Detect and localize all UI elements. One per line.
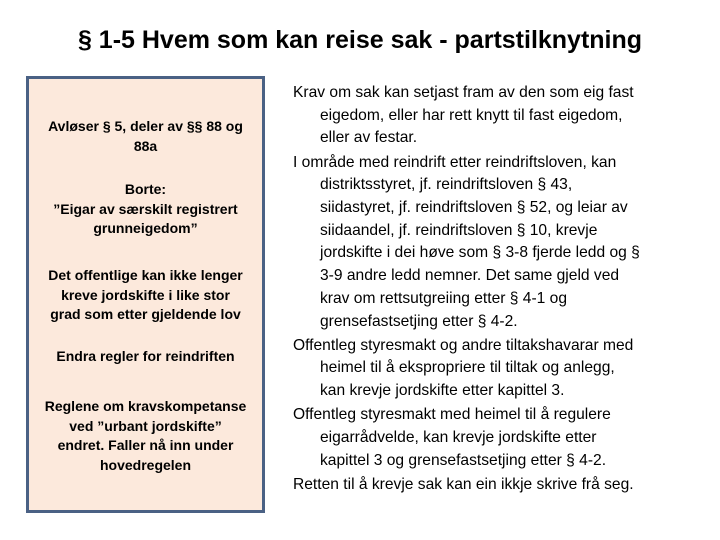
- slide-title: § 1-5 Hvem som kan reise sak - partstilknytning: [77, 26, 643, 54]
- summary-line: 88a: [133, 137, 158, 154]
- summary-line: ”Eigar av særskilt registrert: [53, 200, 238, 217]
- summary-item: [29, 266, 262, 325]
- bullet-paragraph: [293, 82, 713, 150]
- body-text: [293, 82, 713, 498]
- paragraph-line: siidaandel, jf. reindriftsloven § 10, krevje: [320, 221, 598, 239]
- paragraph-line: heimel til å ekspropriere til tiltak og anlegg,: [320, 359, 615, 377]
- bullet-paragraph: [293, 335, 713, 403]
- paragraph-line: kan krevje jordskifte etter kapittel 3.: [320, 382, 565, 400]
- summary-line: endret. Faller nå inn under: [57, 437, 234, 453]
- paragraph-line: eigarrådvelde, kan krevje jordskifte etter: [320, 429, 597, 447]
- summary-line: ved ”urbant jordskifte”: [69, 417, 222, 434]
- paragraph-line: Offentleg styresmakt med heimel til å regulere: [293, 406, 611, 424]
- summary-line: kreve jordskifte i like stor: [61, 286, 230, 303]
- paragraph-line: distriktsstyret, jf. reindriftsloven § 43,: [320, 176, 573, 194]
- summary-line: Det offentlige kan ikke lenger: [48, 267, 243, 283]
- bullet-paragraph: [293, 404, 713, 472]
- bullet-paragraph: [293, 474, 713, 497]
- paragraph-line: grensefastsetjing etter § 4-2.: [320, 312, 518, 330]
- paragraph-line: eigedom, eller har rett knytt til fast eigedom,: [320, 106, 623, 124]
- summary-line: grad som etter gjeldende lov: [50, 306, 241, 322]
- paragraph-line: Krav om sak kan setjast fram av den som eig fast: [293, 84, 634, 101]
- summary-item: [29, 347, 262, 367]
- summary-line: Endra regler for reindriften: [56, 348, 235, 364]
- summary-line: hovedregelen: [99, 456, 192, 473]
- summary-item: [29, 397, 262, 475]
- paragraph-line: I område med reindrift etter reindriftsloven, kan: [293, 153, 617, 171]
- summary-box: [26, 76, 265, 513]
- summary-line: Borte:: [124, 181, 167, 197]
- paragraph-line: eller av festar.: [320, 129, 418, 147]
- summary-item: [29, 180, 262, 239]
- paragraph-line: Offentleg styresmakt og andre tiltakshavarar med: [293, 336, 634, 354]
- summary-line: Avløser § 5, deler av §§ 88 og: [48, 118, 243, 134]
- paragraph-line: krav om rettsutgreiing etter § 4-1 og: [320, 289, 568, 307]
- summary-line: Reglene om kravskompetanse: [44, 398, 247, 414]
- paragraph-line: kapittel 3 og grensefastsetjing etter § 4-2.: [320, 451, 607, 469]
- paragraph-line: siidastyret, jf. reindriftsloven § 52, og leiar av: [320, 199, 628, 217]
- paragraph-line: jordskifte i dei høve som § 3-8 fjerde ledd og §: [320, 244, 640, 262]
- paragraph-line: Retten til å krevje sak kan ein ikkje skrive frå seg.: [293, 475, 634, 493]
- summary-item: [29, 117, 262, 156]
- paragraph-line: 3-9 andre ledd nemner. Det same gjeld ved: [320, 267, 620, 285]
- bullet-paragraph: [293, 152, 713, 334]
- summary-line: grunneigedom”: [93, 220, 198, 236]
